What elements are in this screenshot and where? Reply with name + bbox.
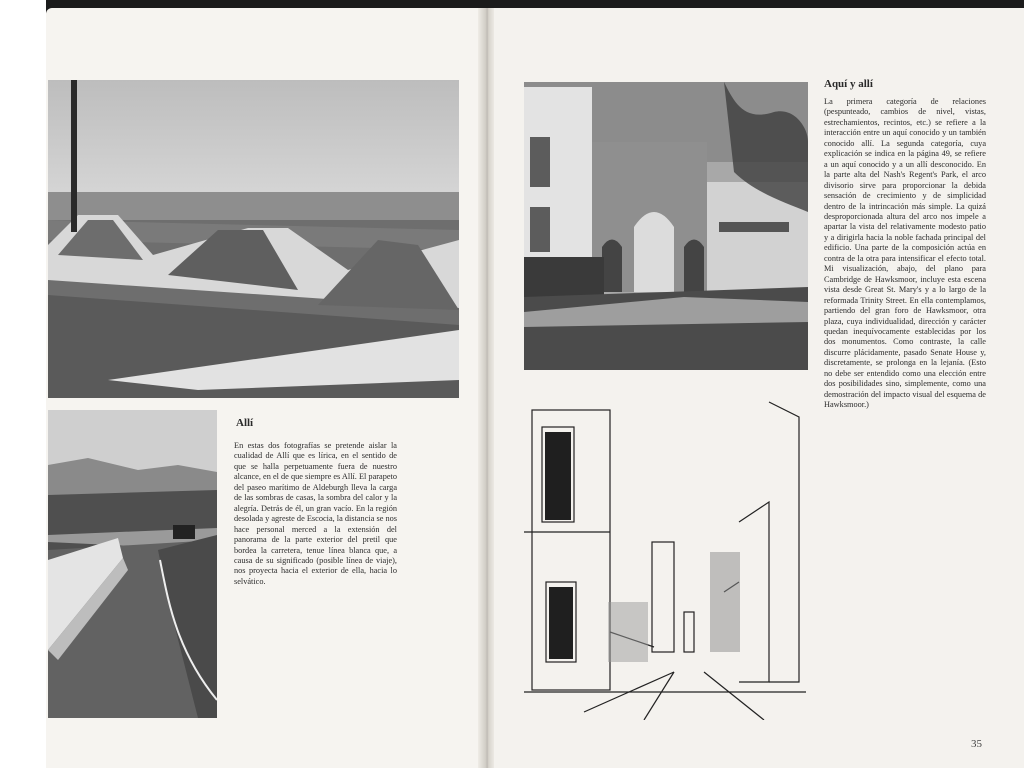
left-heading: Allí [236, 417, 254, 429]
regents-park-arch-photo [524, 82, 808, 370]
page-number: 35 [971, 738, 982, 750]
scottish-road-photo [48, 410, 217, 718]
right-body-text: La primera categoría de relaciones (pespunteado, cambios de nivel, vistas, estrechamientos, recintos, etc.) se refiere a la interacción entre un aquí conocido y un también conocido allí. La segunda categoría, cuya explicación se indica en la página 49, se refiere a un aquí conocido y a un allí desconocido. En la parte alta del Nash's Regent's Park, el arco divisorio sirve para proporcionar la debida sensación de crecimiento y de simplicidad dentro de la intrincación más simple. La quizá desproporcionada altura del arco nos impele a apartar la vista del relativamente modesto patio y a dirigirla hacia la noble fachada principal del edificio. Una parte de la composición actúa en contra de la otra para intensificar el efecto total. Mi visualización, abajo, del plano para Cambridge de Hawksmoor, incluye esta escena vista desde Great St. Mary's y a lo largo de la reformada Trinity Street. En ella contemplamos, partiendo del gran foro de Hawksmoor, otra plaza, cuya individualidad, dirección y carácter quedan inequívocamente establecidas por los dos monumentos. Como contraste, la calle discurre plácidamente, pasado Senate House y, discretamente, se prolonga en la lejanía. (Esto no debe ser entendido como una elección entre dos posibilidades sino, simplemente, como una demostración del impacto visual del esquema de Hawksmoor.) [824, 97, 986, 410]
right-heading: Aquí y allí [824, 78, 873, 90]
left-body-text: En estas dos fotografías se pretende aislar la cualidad de Allí que es lírica, en el sentido de que se halla perpetuamente fuera de nuestro alcance, en el de que siempre es Allí. El parapeto del paseo marítimo de Aldeburgh lleva la carga de las sombras de casas, la sombra del calor y la alegría. Detrás de él, un gran vacío. En la región desolada y agreste de Escocia, la distancia se nos hace personal merced a la extensión del panorama de la parte exterior del pretil que bordea la carretera, tenue línea blanca que, a causa de su significado (posible línea de viaje), nos proyecta hacia el exterior de ella, hacia lo selvático. [234, 441, 397, 586]
hawksmoor-street-sketch [524, 392, 806, 720]
seawall-shadows-photo [48, 80, 459, 398]
